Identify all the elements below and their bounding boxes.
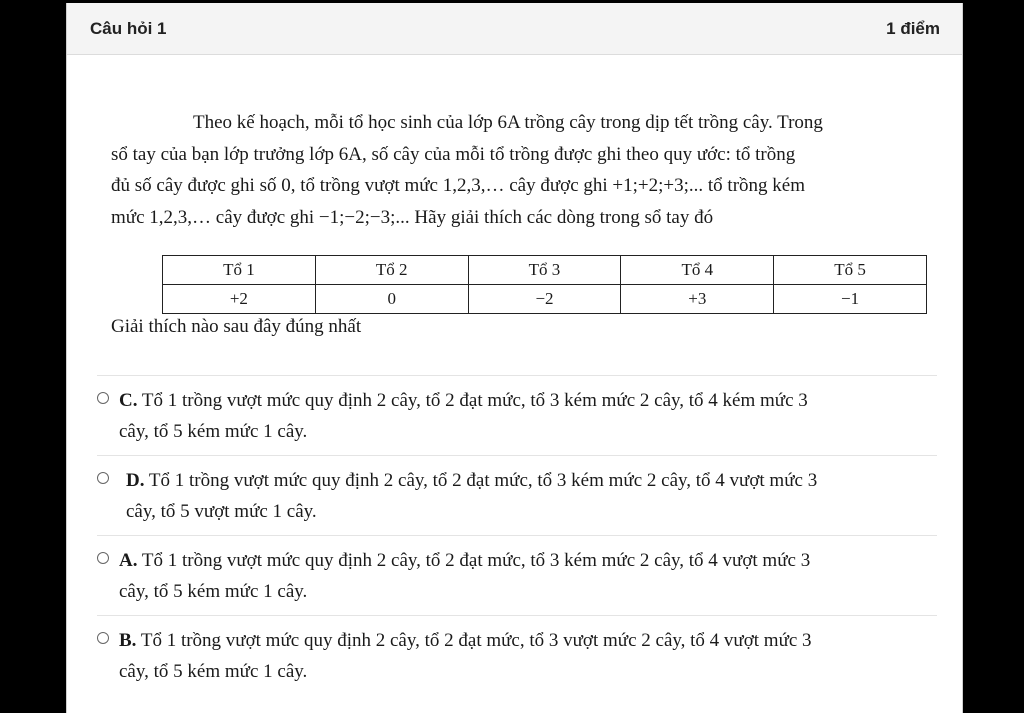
option-text[interactable] [119,545,810,607]
option-line: Tổ 1 trồng vượt mức quy định 2 cây, tổ 2 đạt mức, tổ 3 kém mức 2 cây, tổ 4 vượt mức 3 [137,550,811,571]
option-letter: B. [119,630,137,651]
table-header-cell: Tổ 5 [774,256,927,285]
option-line: cây, tổ 5 kém mức 1 cây. [119,421,308,442]
question-line: mức 1,2,3,… cây được ghi −1;−2;−3;... Hãy giải thích các dòng trong sổ tay đó [111,206,714,228]
option-line: Tổ 1 trồng vượt mức quy định 2 cây, tổ 2 đạt mức, tổ 3 vượt mức 2 cây, tổ 4 vượt mức 3 [136,630,812,651]
option-text[interactable] [119,625,812,687]
option-letter: D. [126,470,145,491]
answer-option-a[interactable] [97,535,937,616]
table-header-cell: Tổ 3 [468,256,621,285]
radio-button[interactable] [97,632,109,644]
question-title: Câu hỏi 1 [90,18,167,38]
table-cell: −2 [468,285,621,314]
question-card [66,3,963,713]
table-cell: +2 [163,285,316,314]
option-line: Tổ 1 trồng vượt mức quy định 2 cây, tổ 2 đạt mức, tổ 3 kém mức 2 cây, tổ 4 kém mức 3 [137,390,808,411]
question-points: 1 điểm [886,18,940,38]
question-line: Theo kế hoạch, mỗi tổ học sinh của lớp 6A trồng cây trong dịp tết trồng cây. Trong [193,112,823,133]
table-header-row [163,256,927,285]
table-cell: +3 [621,285,774,314]
radio-button[interactable] [97,552,109,564]
option-line: cây, tổ 5 vượt mức 1 cây. [126,501,317,522]
option-line: cây, tổ 5 kém mức 1 cây. [119,661,308,682]
question-line: sổ tay của bạn lớp trưởng lớp 6A, số cây của mỗi tổ trồng được ghi theo quy ước: tổ trồng [111,143,796,165]
table-cell: 0 [315,285,468,314]
answer-option-d[interactable] [97,455,937,536]
option-letter: C. [119,390,138,411]
table-header-cell: Tổ 2 [315,256,468,285]
data-table [162,255,927,314]
question-prompt: Giải thích nào sau đây đúng nhất [111,316,362,337]
table-cell: −1 [774,285,927,314]
table-header-cell: Tổ 1 [163,256,316,285]
option-line: Tổ 1 trồng vượt mức quy định 2 cây, tổ 2 đạt mức, tổ 3 kém mức 2 cây, tổ 4 vượt mức 3 [144,470,818,491]
question-text [111,107,923,233]
question-line: đủ số cây được ghi số 0, tổ trồng vượt mức 1,2,3,… cây được ghi +1;+2;+3;... tổ trồng kém [111,175,805,196]
radio-button[interactable] [97,472,109,484]
table-row [163,285,927,314]
radio-button[interactable] [97,392,109,404]
answer-option-c[interactable] [97,375,937,456]
option-text[interactable] [126,465,817,527]
table-header-cell: Tổ 4 [621,256,774,285]
answer-option-b[interactable] [97,615,937,706]
option-letter: A. [119,550,138,571]
question-header [67,3,962,55]
option-line: cây, tổ 5 kém mức 1 cây. [119,581,308,602]
option-text[interactable] [119,385,808,447]
